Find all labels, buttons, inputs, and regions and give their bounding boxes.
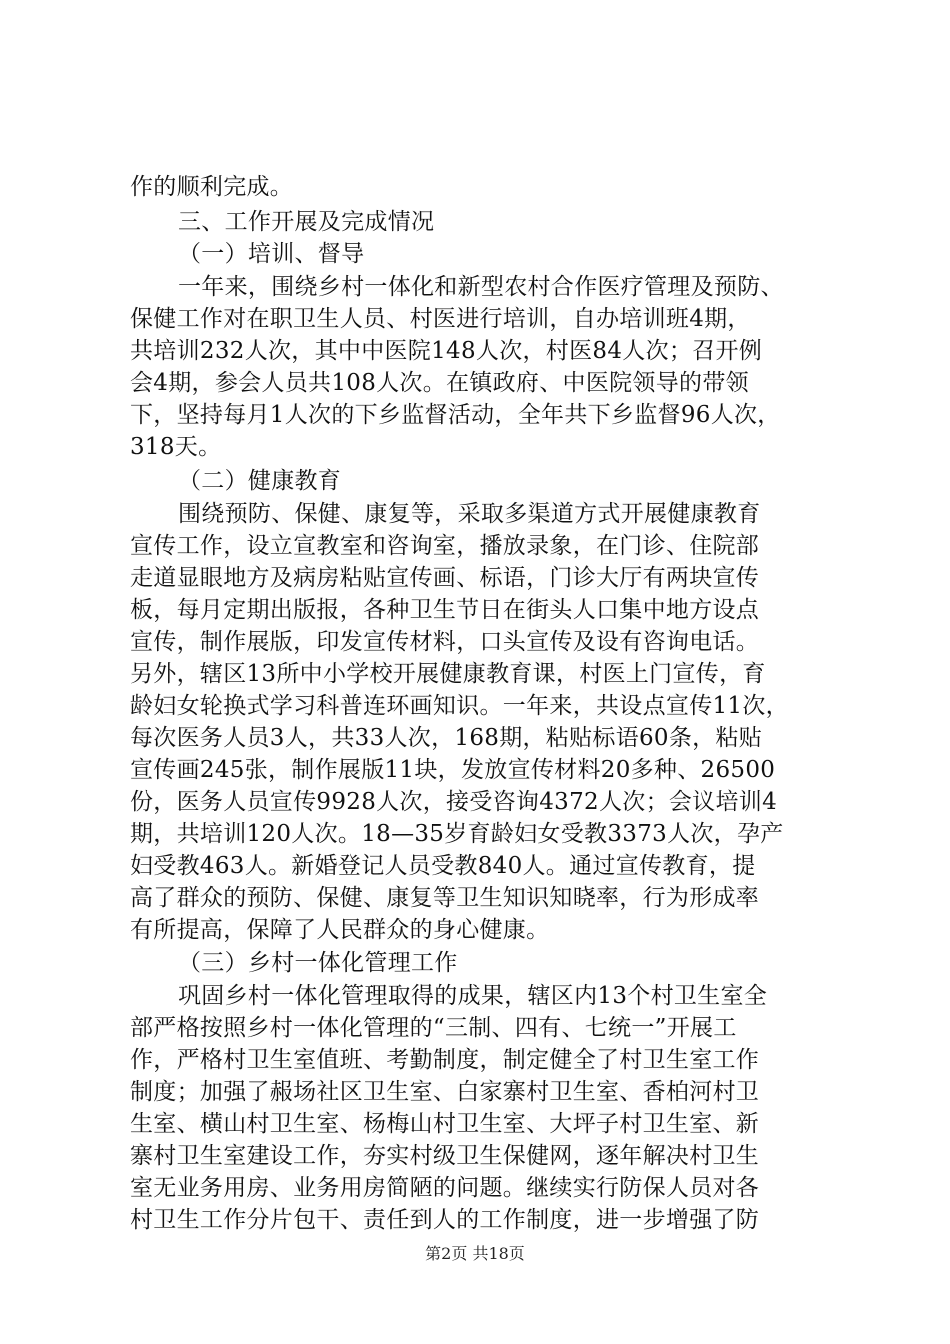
text-line: 共培训232人次，其中中医院148人次，村医84人次；召开例 <box>130 338 763 364</box>
text-line: 制度；加强了赧场社区卫生室、白家寨村卫生室、香柏河村卫 <box>130 1079 760 1105</box>
text-line: 寨村卫生室建设工作，夯实村级卫生保健网，逐年解决村卫生 <box>130 1143 760 1169</box>
text-line: 村卫生工作分片包干、责任到人的工作制度，进一步增强了防 <box>130 1207 760 1233</box>
text-line: 板，每月定期出版报，各种卫生节日在街头人口集中地方设点 <box>130 597 760 623</box>
text-line: 作，严格村卫生室值班、考勤制度，制定健全了村卫生室工作 <box>130 1047 760 1073</box>
text-line: 高了群众的预防、保健、康复等卫生知识知晓率，行为形成率 <box>130 885 760 911</box>
subsection-heading: （二）健康教育 <box>178 468 342 494</box>
text-line: 宣传，制作展版，印发宣传材料，口头宣传及设有咨询电话。 <box>130 629 760 655</box>
paragraph-first-line: 围绕预防、保健、康复等，采取多渠道方式开展健康教育 <box>178 501 761 527</box>
text-line: 宣传画245张，制作展版11块，发放宣传材料20多种、26500 <box>130 757 776 783</box>
subsection-heading: （一）培训、督导 <box>178 241 365 267</box>
text-line: 生室、横山村卫生室、杨梅山村卫生室、大坪子村卫生室、新 <box>130 1111 760 1137</box>
text-line: 作的顺利完成。 <box>130 174 294 200</box>
paragraph-first-line: 巩固乡村一体化管理取得的成果，辖区内13个村卫生室全 <box>178 983 768 1009</box>
text-line: 每次医务人员3人，共33人次，168期，粘贴标语60条，粘贴 <box>130 725 763 751</box>
text-line: 另外，辖区13所中小学校开展健康教育课，村医上门宣传，育 <box>130 661 766 687</box>
text-line: 下，坚持每月1人次的下乡监督活动，全年共下乡监督96人次， <box>130 402 781 428</box>
text-line: 妇受教463人。新婚登记人员受教840人。通过宣传教育，提 <box>130 853 756 879</box>
text-line: 份，医务人员宣传9928人次，接受咨询4372人次；会议培训4 <box>130 789 777 815</box>
text-line: 318天。 <box>130 434 222 460</box>
page-footer: 第2页 共18页 <box>425 1244 525 1263</box>
text-line: 保健工作对在职卫生人员、村医进行培训，自办培训班4期， <box>130 306 751 332</box>
text-line: 龄妇女轮换式学习科普连环画知识。一年来，共设点宣传11次， <box>130 693 789 719</box>
section-heading: 三、工作开展及完成情况 <box>178 209 435 235</box>
text-line: 部严格按照乡村一体化管理的“三制、四有、七统一”开展工 <box>130 1015 737 1041</box>
text-line: 有所提高，保障了人民群众的身心健康。 <box>130 917 550 943</box>
text-line: 期，共培训120人次。18—35岁育龄妇女受教3373人次，孕产 <box>130 821 784 847</box>
text-line: 会4期，参会人员共108人次。在镇政府、中医院领导的带领 <box>130 370 749 396</box>
text-line: 室无业务用房、业务用房简陋的问题。继续实行防保人员对各 <box>130 1175 760 1201</box>
text-line: 宣传工作，设立宣教室和咨询室，播放录象，在门诊、住院部 <box>130 533 760 559</box>
text-line: 走道显眼地方及病房粘贴宣传画、标语，门诊大厅有两块宣传 <box>130 565 760 591</box>
subsection-heading: （三）乡村一体化管理工作 <box>178 950 458 976</box>
paragraph-first-line: 一年来，围绕乡村一体化和新型农村合作医疗管理及预防、 <box>178 274 784 300</box>
